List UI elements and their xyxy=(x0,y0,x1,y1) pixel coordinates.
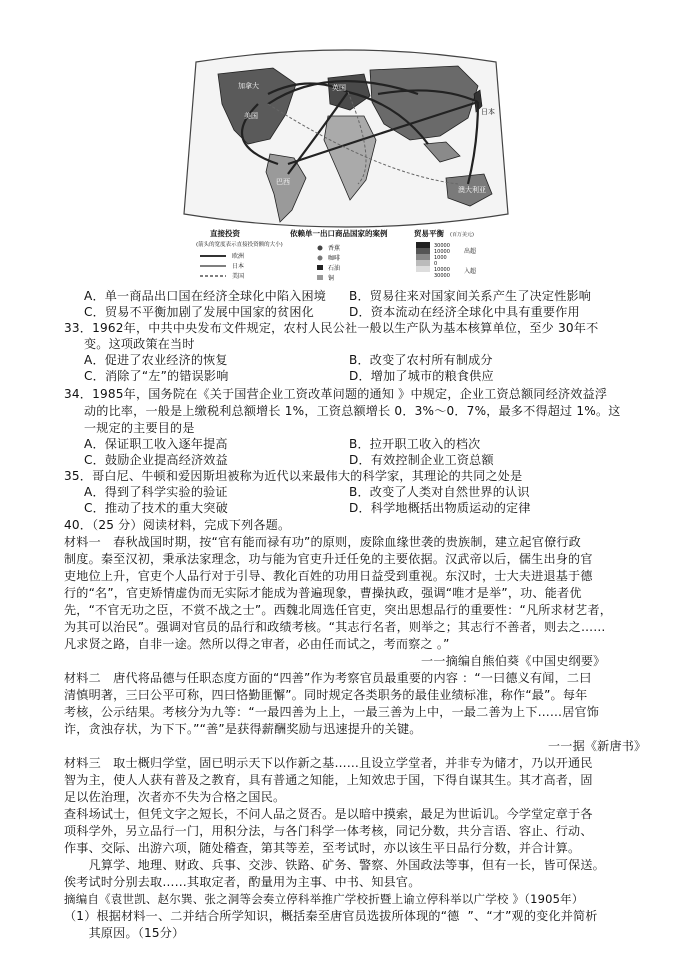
q32-option-c: C．贸易不平衡加剧了发展中国家的贫困化 xyxy=(84,305,314,319)
material-three-line: 材料三 取士概归学堂，固已明示天下以作新之基……且设立学堂者，并非专为储才，乃以开通民 xyxy=(64,756,593,770)
map-label-japan: 日本 xyxy=(481,108,495,116)
material-one-line: 行的“名”，官吏矫情虚伪而无实际才能成为普遍现象，曹操执政，强调“唯才是举”，功、能者优 xyxy=(64,586,582,600)
material-one-line: 凡求贤之路，自非一途。然所以得之审者，必由任而试之，考而察之 。” xyxy=(64,637,450,651)
material-two-line: 考核，公示结果。考核分为九等：“一最四善为上上，一最三善为上中，一最二善为上下……居官饰 xyxy=(64,705,600,719)
legend-trade-value: 1000 xyxy=(434,255,447,261)
material-two-source: 一一据《新唐书》 xyxy=(548,739,647,753)
legend-trade-value: 10000 xyxy=(434,249,450,255)
material-one-line: 制度。秦至汉初，秉承法家理念，功与能为官吏升迁任免的主要依据。汉武帝以后，儒生出身的官 xyxy=(64,552,593,566)
material-three-line: 俟考试时分别去取……其取定者，酌量用为主事、中书、知县官。 xyxy=(64,875,421,889)
q34-option-b: B．拉开职工收入的档次 xyxy=(349,437,481,451)
legend-trade-value: 30000 xyxy=(434,273,450,279)
legend-commodity-copper: 铜 xyxy=(328,275,335,282)
copper-icon xyxy=(317,275,323,280)
legend-commodity-coffee: 咖啡 xyxy=(328,255,341,262)
q33-option-d: D．增加了城市的粮食供应 xyxy=(349,369,494,383)
legend-trade-value: 10000 xyxy=(434,267,450,273)
q34-stem-line: 动的比率，一般是上缴税利总额增长 1%，工资总额增长 0．3%～0．7%，最多不得超过 1%。这 xyxy=(84,404,621,418)
legend-investment-europe: 欧洲 xyxy=(232,253,245,260)
material-one-line: 为其可以治民”。强调对官员的品行和政绩考核。“其志行名者，则举之；其志行不善者，则去之…… xyxy=(64,620,606,634)
q34-option-d: D．有效控制企业工资总额 xyxy=(349,453,494,467)
world-map-figure xyxy=(178,44,514,290)
material-three-line: 作事、交际、出游六项，随处稽查，第其等差，至考试时，亦以该生平日品行分数，并合计算。 xyxy=(64,841,581,855)
legend-trade-value: 0 xyxy=(434,261,438,267)
world-map xyxy=(178,44,514,290)
q35-option-c: C．推动了技术的重大突破 xyxy=(84,501,228,515)
subquestion-one-line: 其原因。（15分） xyxy=(64,926,185,940)
legend-investment-japan: 日本 xyxy=(232,263,245,270)
legend-trade-deficit: 入超 xyxy=(464,268,477,275)
material-one-line: 先，“不官无功之臣，不赏不战之士”。西魏北周选任官吏，突出思想品行的重要性：“凡所求材艺者， xyxy=(64,603,613,617)
q40-intro: 40．（25 分）阅读材料，完成下列各题。 xyxy=(64,518,291,532)
legend-trade-title: 贸易平衡 xyxy=(414,229,444,238)
map-label-canada: 加拿大 xyxy=(238,82,259,90)
q33-stem-line: 变。这项政策在当时 xyxy=(84,337,195,351)
coffee-icon xyxy=(318,256,323,261)
map-label-australia: 澳大利亚 xyxy=(458,186,486,194)
material-two-line: 材料二 唐代将品德与任职态度方面的“四善”作为考察官员最重要的内容 ：“一曰德义有闻，二曰 xyxy=(64,671,592,685)
material-three-line: 项科学外，另立品行一门，用积分法，与各门科学一体考核，同记分数，共分言语、容止、行动、 xyxy=(64,824,593,838)
material-three-source: 摘编自《袁世凯、赵尔巽、张之洞等会奏立停科举推广学校折暨上谕立停科举以广学校 》（1905年） xyxy=(64,892,584,906)
legend-trade-surplus: 出超 xyxy=(464,248,477,255)
q34-option-c: C．鼓励企业提高经济效益 xyxy=(84,453,228,467)
subquestion-one-line: （1）根据材料一、二并结合所学知识，概括秦至唐官员选拔所体现的“德 ”、“才”观的变化并简析 xyxy=(64,909,598,923)
q34-stem-line: 34．1985年，国务院在《关于国营企业工资改革问题的通知 》中规定，企业工资总额同经济效益浮 xyxy=(64,387,608,401)
legend-investment-usa: 美国 xyxy=(232,273,245,280)
oil-icon xyxy=(317,265,323,270)
material-three-line: 足以佐治理，次者亦不失为合格之国民。 xyxy=(64,790,286,804)
legend-investment-note: (箭头的宽度表示直接投资额的大小) xyxy=(196,242,283,248)
legend-trade-value: 30000 xyxy=(434,243,450,249)
legend-investment-title: 直接投资 xyxy=(210,229,240,238)
material-three-line: 智为主，使人人获有普及之教育，具有普通之知能，上知效忠于国，下得自谋其生。其才高者，固 xyxy=(64,773,593,787)
map-label-uk: 英国 xyxy=(332,84,346,92)
q32-option-d: D．资本流动在经济全球化中具有重要作用 xyxy=(349,305,580,319)
map-legend xyxy=(196,228,476,282)
material-one-source: 一一摘编自熊伯葵《中国史纲要》 xyxy=(421,654,606,668)
q33-option-a: A．促进了农业经济的恢复 xyxy=(84,353,228,367)
q35-stem-line: 35．哥白尼、牛顿和爱因斯坦被称为近代以来最伟大的科学家，其理论的共同之处是 xyxy=(64,469,523,483)
legend-commodity-oil: 石油 xyxy=(328,265,341,272)
q33-stem-line: 33．1962年，中共中央发布文件规定，农村人民公社一般以生产队为基本核算单位，至少 30年不 xyxy=(64,321,599,335)
q34-option-a: A．保证职工收入逐年提高 xyxy=(84,437,228,451)
material-two-line: 清慎明著，三曰公平可称，四曰恪勤匪懈”。同时规定各类职务的最佳业绩标准，称作“最”。每年 xyxy=(64,688,588,702)
q34-stem-line: 一规定的主要目的是 xyxy=(84,421,195,435)
material-one-line: 吏地位上升，官吏个人品行对于引导、教化百姓的功用日益受到重视。东汉时，士大夫进退基于德 xyxy=(64,569,593,583)
legend-commodity-title: 依赖单一出口商品国家的案例 xyxy=(290,229,388,238)
q33-option-b: B．改变了农村所有制成分 xyxy=(349,353,493,367)
q35-option-d: D．科学地概括出物质运动的定律 xyxy=(349,501,531,515)
q32-option-a: A．单一商品出口国在经济全球化中陷入困境 xyxy=(84,289,327,303)
material-two-line: 诈，贪浊存状，为下下。”“善”是获得薪酬奖励与迅速提升的关键。 xyxy=(64,722,422,736)
legend-trade-unit: (百万美元) xyxy=(450,232,474,238)
q32-option-b: B．贸易往来对国家间关系产生了决定性影响 xyxy=(349,289,592,303)
q35-option-a: A．得到了科学实验的验证 xyxy=(84,485,228,499)
q33-option-c: C．消除了“左”的错误影响 xyxy=(84,369,229,383)
q35-option-b: B．改变了人类对自然世界的认识 xyxy=(349,485,530,499)
material-one-line: 材料一 春秋战国时期，按“官有能而禄有功”的原则，废除血缘世袭的贵族制，建立起官僚行政 xyxy=(64,535,581,549)
banana-icon xyxy=(318,246,323,251)
map-label-brazil: 巴西 xyxy=(276,178,290,186)
legend-commodity-banana: 香蕉 xyxy=(328,245,341,252)
material-three-line: 查科场试士，但凭文字之短长，不问人品之贤否。是以暗中摸索，最足为世诟讥。今学堂定章于各 xyxy=(64,807,593,821)
map-label-usa: 美国 xyxy=(244,112,258,120)
material-three-line: 凡算学、地理、财政、兵事、交涉、铁路、矿务、警察、外国政法等事，但有一长，皆可保送。 xyxy=(64,858,605,872)
